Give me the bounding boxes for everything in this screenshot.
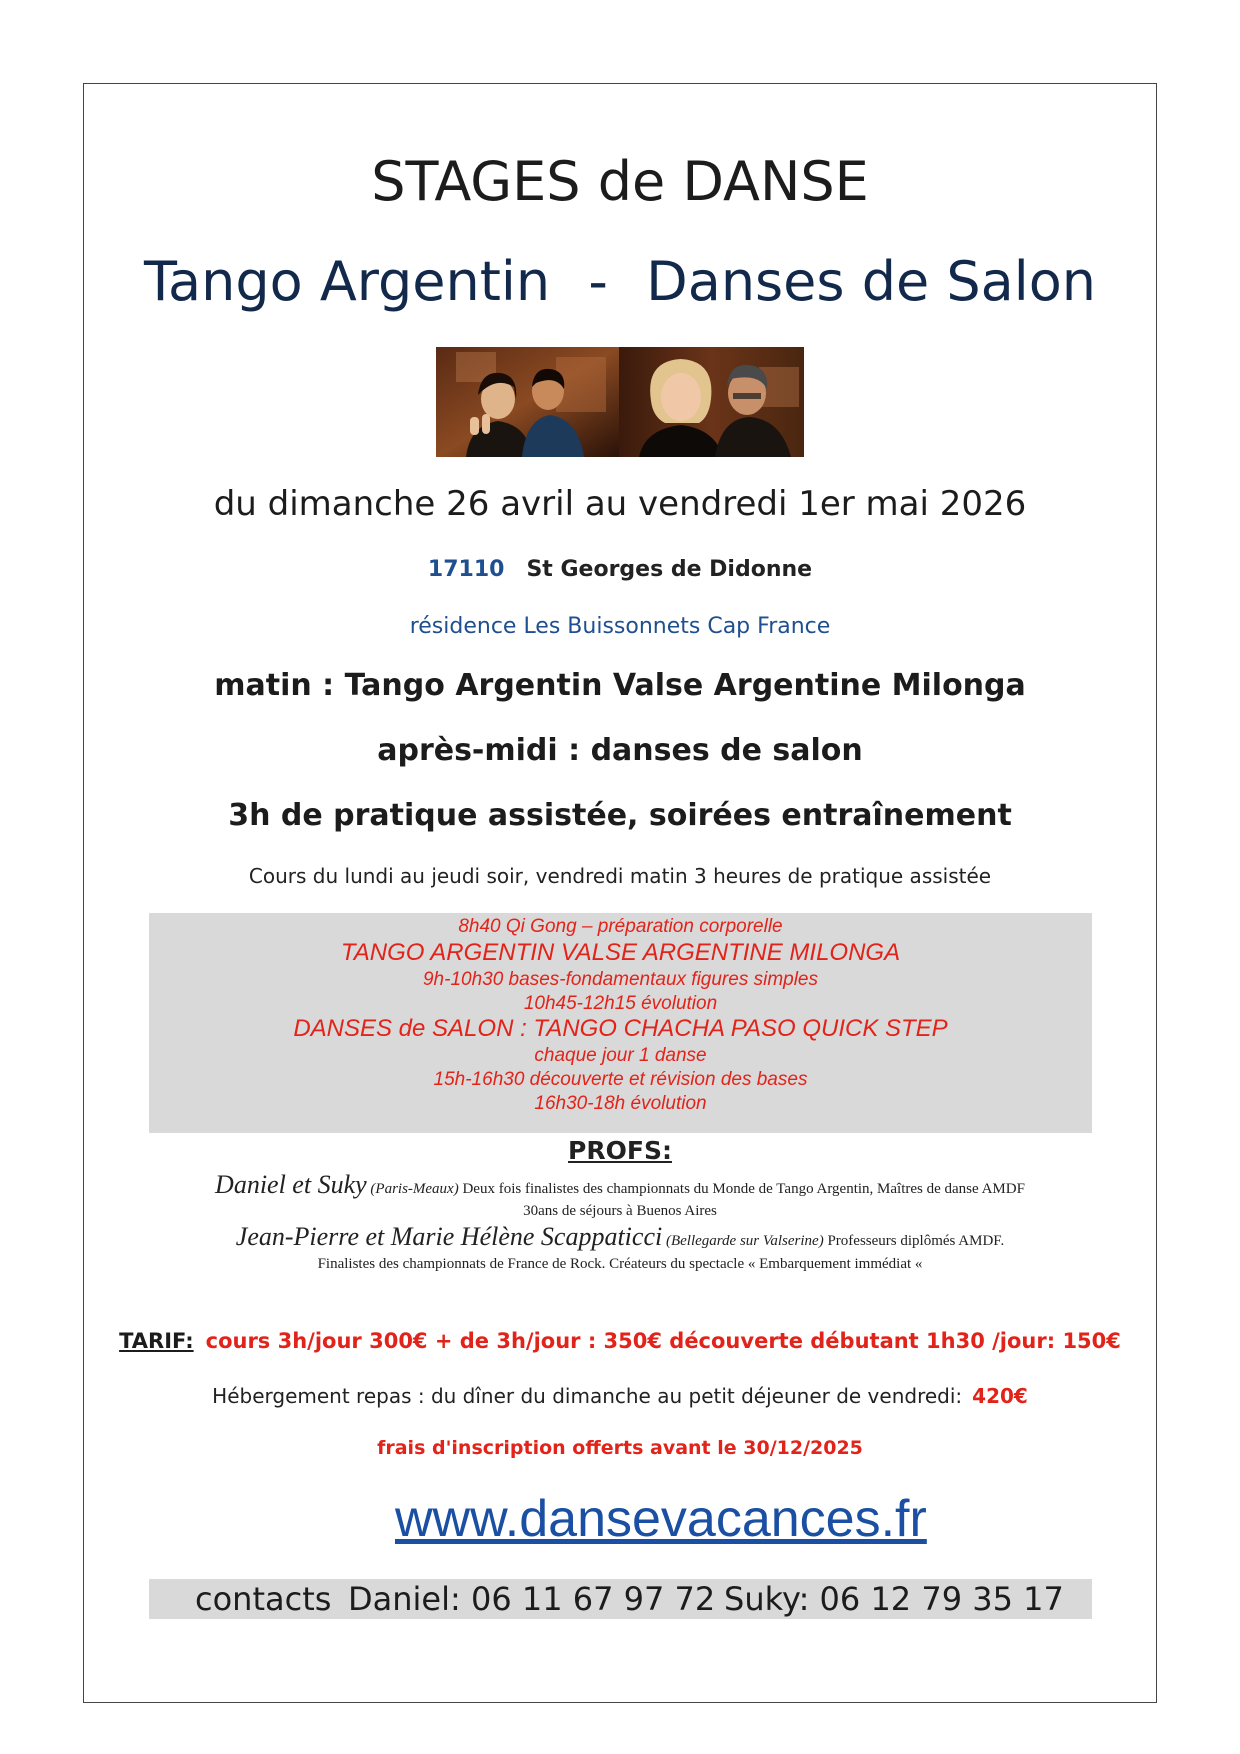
prof1-description-2: 30ans de séjours à Buenos Aires [523,1203,717,1219]
couple-photo-2 [619,347,804,457]
registration-fees: frais d'inscription offerts avant le 30/12/2025 [377,1437,863,1459]
page-title: STAGES de DANSE [371,150,869,213]
prof1-line [0,1170,1240,1200]
profs-heading: PROFS: [568,1136,672,1165]
schedule-line: 10h45-12h15 évolution [523,993,718,1014]
prof1-location: (Paris-Meaux) [370,1181,459,1197]
subtitle-separator: - [588,250,608,313]
event-dates: du dimanche 26 avril au vendredi 1er mai 2026 [213,484,1027,524]
website-link[interactable]: www.dansevacances.fr [395,1490,927,1548]
event-address [0,557,1240,582]
contact-daniel: Daniel: 06 11 67 97 72 [348,1580,716,1618]
prof2-location: (Bellegarde sur Valserine) [665,1233,824,1249]
schedule-line: 16h30-18h évolution [534,1093,707,1114]
couple-photo-1 [436,347,619,457]
event-venue: résidence Les Buissonnets Cap France [409,614,831,639]
contacts-label: contacts [195,1580,332,1618]
program-morning: matin : Tango Argentin Valse Argentine Milonga [214,668,1026,703]
program-courses: Cours du lundi au jeudi soir, vendredi matin 3 heures de pratique assistée [248,864,992,888]
lodging-line [0,1384,1240,1408]
program-practice: 3h de pratique assistée, soirées entraînement [228,798,1012,833]
teacher-photos [436,347,804,457]
prof2-description: Professeurs diplômés AMDF. [827,1233,1005,1249]
schedule-line: 9h-10h30 bases-fondamentaux figures simples [422,969,818,990]
lodging-price: 420€ [972,1384,1028,1408]
schedule-line: 15h-16h30 découverte et révision des bases [433,1069,808,1090]
subtitle-salon: Danses de Salon [646,250,1097,313]
prof1-name: Daniel et Suky [215,1170,367,1199]
schedule-line: TANGO ARGENTIN VALSE ARGENTINE MILONGA [340,939,901,966]
prof2-line [0,1222,1240,1252]
schedule-box [149,913,1092,1133]
page-border [83,83,1157,1703]
program-afternoon: après-midi : danses de salon [377,733,863,768]
prof2-name: Jean-Pierre et Marie Hélène Scappaticci [235,1222,663,1251]
contact-suky: Suky: 06 12 79 35 17 [724,1580,1064,1618]
schedule-line: chaque jour 1 danse [534,1045,707,1066]
contacts-bar [149,1579,1092,1619]
city: St Georges de Didonne [526,557,813,582]
prof2-description-2: Finalistes des championnats de France de Rock. Créateurs du spectacle « Embarquement immédiat « [317,1256,923,1272]
prof1-description: Deux fois finalistes des championnats du Monde de Tango Argentin, Maîtres de danse AMDF [462,1181,1025,1197]
lodging-text: Hébergement repas : du dîner du dimanche au petit déjeuner de vendredi: [212,1384,963,1408]
schedule-line: 8h40 Qi Gong – préparation corporelle [458,916,783,937]
page-subtitle [0,250,1240,313]
subtitle-tango: Tango Argentin [143,250,551,313]
pricing-label: TARIF: [119,1329,194,1353]
postal-code: 17110 [427,557,505,582]
schedule-line: DANSES de SALON : TANGO CHACHA PASO QUICK STEP [293,1015,948,1042]
pricing-line [0,1329,1240,1353]
pricing-rates: cours 3h/jour 300€ + de 3h/jour : 350€ découverte débutant 1h30 /jour: 150€ [205,1329,1121,1353]
